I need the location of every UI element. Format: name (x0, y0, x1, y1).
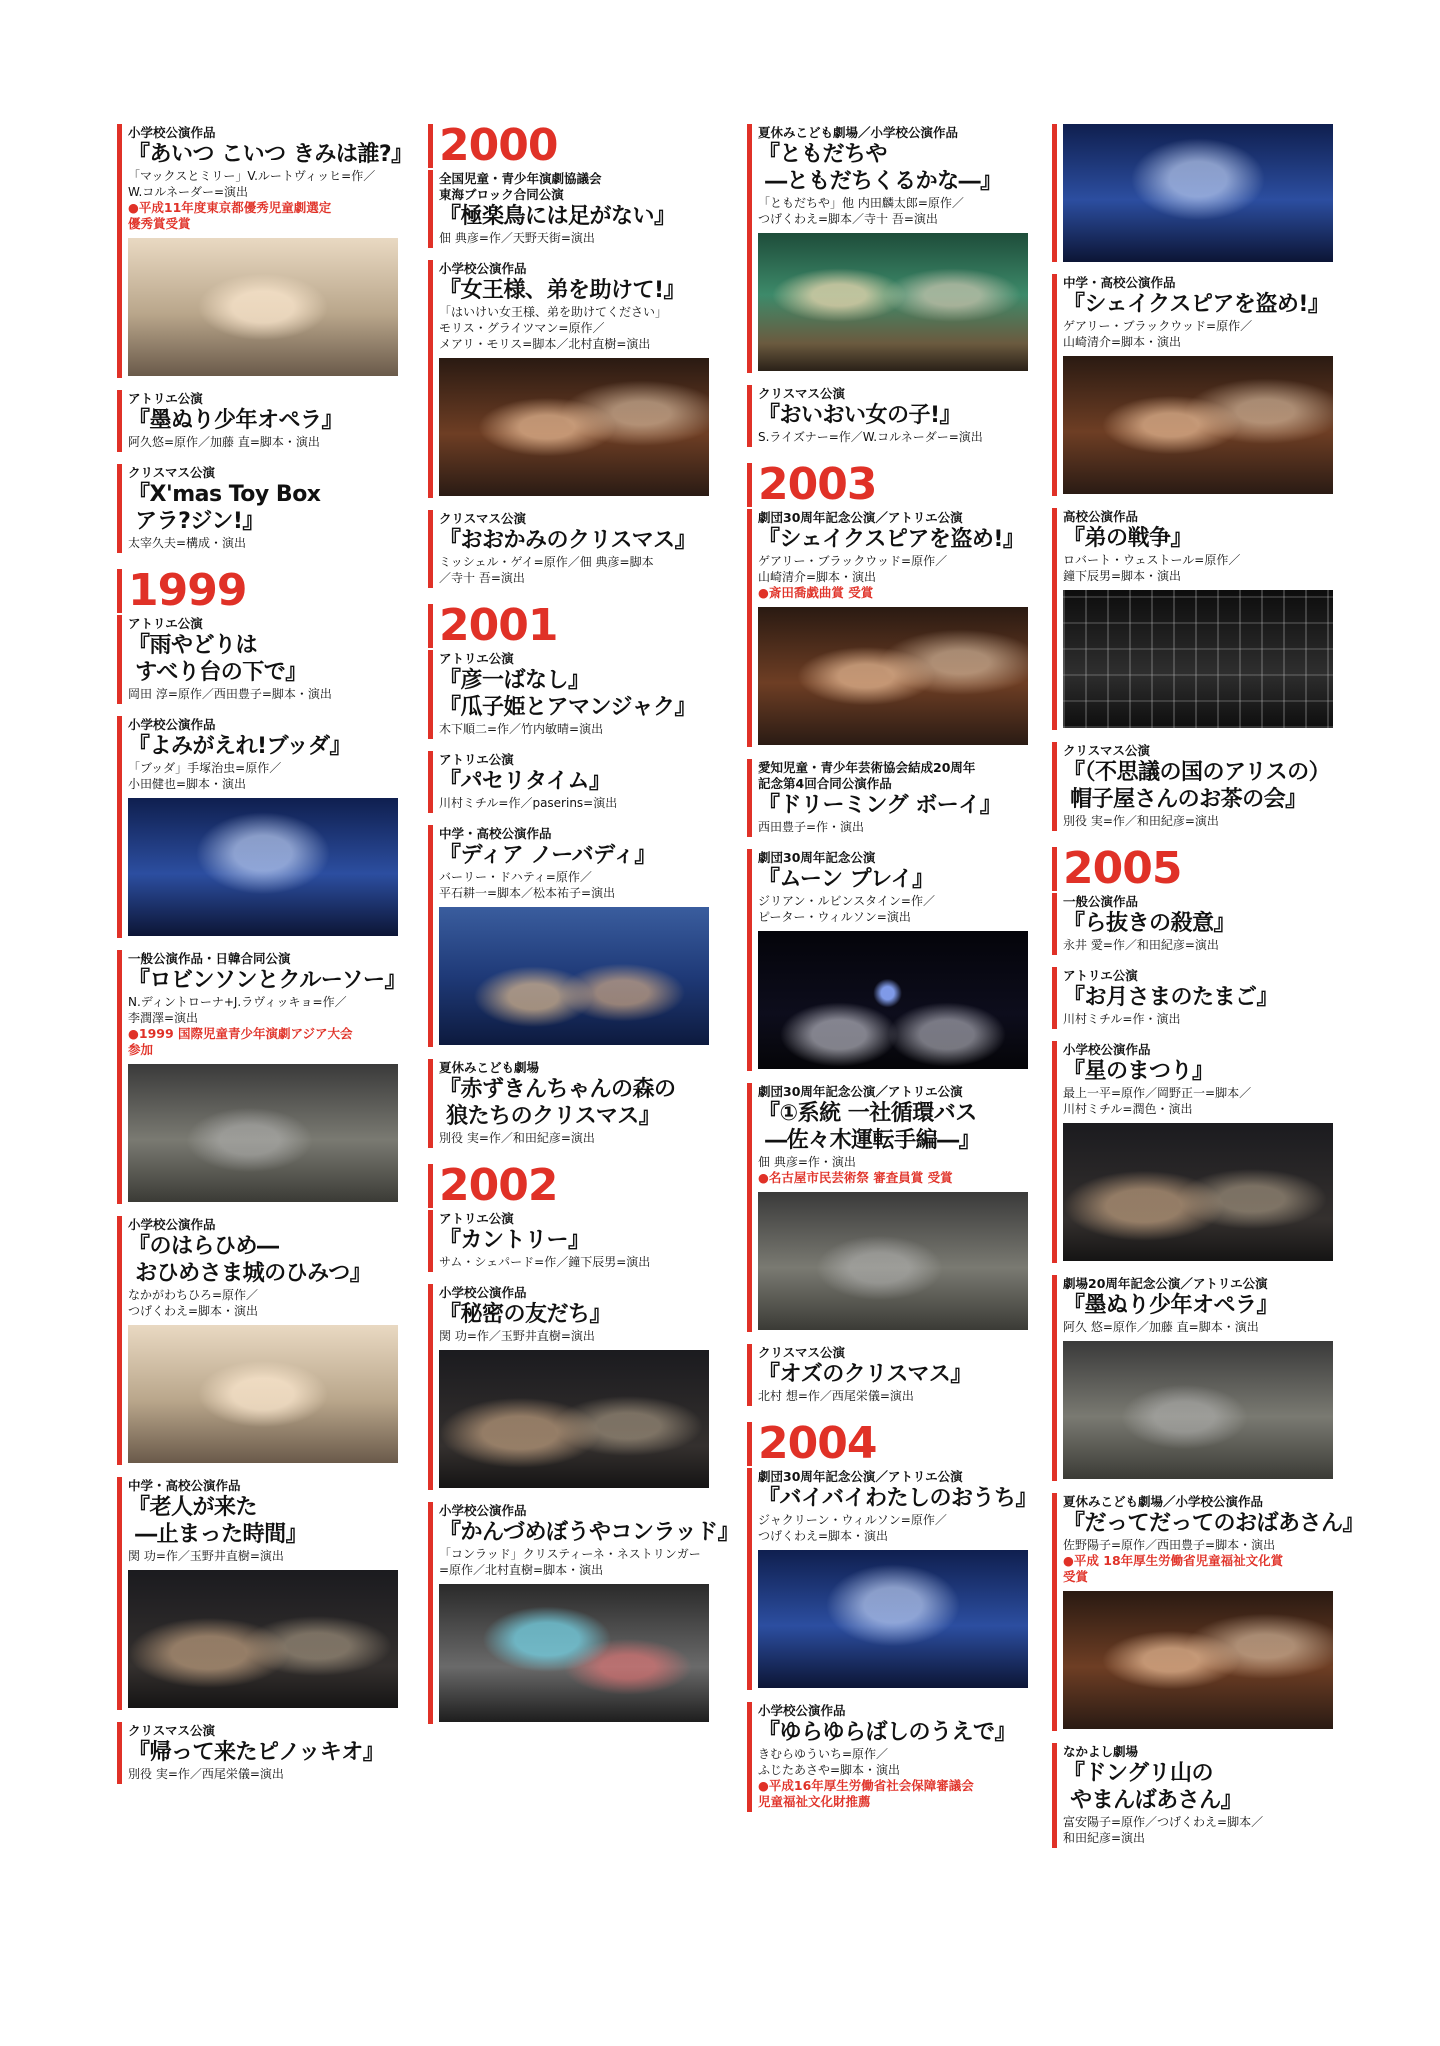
production-photo (1063, 356, 1333, 494)
credit-line: 別役 実=作／西尾栄儀=演出 (128, 1767, 284, 1781)
production-title: 『X'mas Toy Box アラ?ジン!』 (128, 482, 321, 534)
credit-line: なかがわちひろ=原作／ (128, 1288, 259, 1302)
credit-line: 太宰久夫=構成・演出 (128, 536, 247, 550)
credit-line: 李潤澤=演出 (128, 1011, 199, 1025)
production-photo (758, 1192, 1028, 1330)
production-entry (428, 650, 698, 739)
production-title: 『彦一ばなし』 『瓜子姫とアマンジャク』 (439, 668, 697, 720)
production-entry (1052, 1041, 1322, 1263)
credit-line: 関 功=作／玉野井直樹=演出 (128, 1549, 284, 1563)
credit-line: 阿久 悠=原作／加藤 直=脚本・演出 (1063, 1320, 1259, 1334)
award-line: 受賞 (1063, 1569, 1089, 1584)
category-label: クリスマス公演 (128, 1723, 216, 1738)
production-photo (1063, 1123, 1333, 1261)
production-title: 『シェイクスピアを盗め!』 (758, 527, 1025, 552)
production-entry (117, 1722, 387, 1784)
year-heading: 2005 (1052, 847, 1322, 891)
credit-line: 別役 実=作／和田紀彦=演出 (439, 1131, 595, 1145)
credit-line: ふじたあさや=脚本・演出 (758, 1763, 901, 1777)
award-line: ●平成11年度東京都優秀児童劇選定 (128, 200, 332, 215)
credit-line: 永井 愛=作／和田紀彦=演出 (1063, 938, 1219, 952)
credit-line: モリス・グライツマン=原作／ (439, 321, 605, 335)
credit-line: ／寺十 吾=演出 (439, 571, 525, 585)
production-photo (128, 238, 398, 376)
credit-line: 佃 典彦=作・演出 (758, 1155, 856, 1169)
production-entry (1052, 967, 1322, 1029)
production-entry (1052, 274, 1330, 496)
production-entry (117, 950, 406, 1204)
production-entry (747, 385, 1017, 447)
credit-line: 岡田 淳=原作／西田豊子=脚本・演出 (128, 687, 332, 701)
category-label: クリスマス公演 (439, 511, 527, 526)
category-label: 夏休みこども劇場 (439, 1060, 540, 1075)
award-line: ●平成16年厚生労働省社会保障審議会 (758, 1778, 974, 1793)
category-label: 劇団30周年記念公演／アトリエ公演 (758, 510, 963, 525)
production-entry (117, 716, 387, 938)
column-4 (1052, 124, 1365, 1860)
production-title: 『帰って来たピノッキオ』 (128, 1740, 385, 1765)
category-label: クリスマス公演 (1063, 743, 1151, 758)
production-title: 『おおかみのクリスマス』 (439, 528, 697, 553)
award-line: 参加 (128, 1042, 154, 1057)
credit-line: 佐野陽子=原作／西田豊子=脚本・演出 (1063, 1538, 1276, 1552)
production-entry (428, 260, 698, 498)
category-label: 小学校公演作品 (439, 1503, 527, 1518)
year-heading: 2000 (428, 124, 698, 168)
credit-line: 平石耕一=脚本／松本祐子=演出 (439, 886, 616, 900)
year-heading: 2003 (747, 463, 1017, 507)
production-entry (747, 1468, 1038, 1690)
production-entry (747, 1344, 1017, 1406)
production-entry (117, 1216, 387, 1465)
credit-line: サム・シェパード=作／鐘下辰男=演出 (439, 1255, 651, 1269)
award-line: ●斎田喬戯曲賞 受賞 (758, 585, 874, 600)
production-photo (758, 607, 1028, 745)
credit-line: 「はいけい女王様、弟を助けてください」 (439, 305, 668, 319)
credit-line: 川村ミチル=作・演出 (1063, 1012, 1181, 1026)
production-title: 『赤ずきんちゃんの森の 狼たちのクリスマス』 (439, 1077, 676, 1129)
credit-line: 北村 想=作／西尾栄儀=演出 (758, 1389, 914, 1403)
category-label: クリスマス公演 (758, 1345, 846, 1360)
production-photo (1063, 1341, 1333, 1479)
credit-line: 阿久悠=原作／加藤 直=脚本・演出 (128, 435, 320, 449)
production-title: 『秘密の友だち』 (439, 1302, 612, 1327)
category-label: アトリエ公演 (128, 391, 203, 406)
category-label: 中学・高校公演作品 (1063, 275, 1176, 290)
production-title: 『女王様、弟を助けて!』 (439, 278, 686, 303)
category-label: なかよし劇場 (1063, 1744, 1139, 1759)
production-entry (117, 615, 387, 704)
credit-line: 山崎清介=脚本・演出 (1063, 335, 1182, 349)
production-entry (747, 1083, 1017, 1332)
credit-line: 木下順二=作／竹内敏晴=演出 (439, 722, 604, 736)
production-photo (128, 1570, 398, 1708)
category-label: クリスマス公演 (128, 465, 216, 480)
column-3 (747, 124, 1038, 1824)
category-label: 全国児童・青少年演劇協議会 東海ブロック合同公演 (439, 171, 602, 202)
credit-line: ミッシェル・ゲイ=原作／佃 典彦=脚本 (439, 555, 654, 569)
award-line: 児童福祉文化財推薦 (758, 1794, 871, 1809)
credit-line: ジャクリーン・ウィルソン=原作／ (758, 1513, 947, 1527)
column-1 (117, 124, 413, 1796)
production-title: 『あいつ こいつ きみは誰?』 (128, 142, 413, 167)
production-title: 『おいおい女の子!』 (758, 403, 962, 428)
production-entry (1052, 1743, 1322, 1848)
credit-line: つげくわえ=脚本・演出 (128, 1304, 259, 1318)
category-label: 夏休みこども劇場／小学校公演作品 (1063, 1494, 1264, 1509)
production-title: 『墨ぬり少年オペラ』 (128, 408, 344, 433)
category-label: 小学校公演作品 (128, 717, 216, 732)
production-photo (1063, 124, 1333, 262)
credit-line: きむらゆういち=原作／ (758, 1747, 889, 1761)
production-title: 『老人が来た ―止まった時間』 (128, 1495, 308, 1547)
production-entry (428, 170, 698, 248)
production-title: 『ともだちや ―ともだちくるかな―』 (758, 142, 1002, 194)
credit-line: W.コルネーダー=演出 (128, 185, 248, 199)
year-heading: 2002 (428, 1164, 698, 1208)
production-entry (428, 1502, 740, 1724)
credit-line: 川村ミチル=潤色・演出 (1063, 1102, 1193, 1116)
production-title: 『バイバイわたしのおうち』 (758, 1486, 1038, 1511)
category-label: 小学校公演作品 (439, 1285, 527, 1300)
production-photo (439, 358, 709, 496)
production-entry (428, 825, 698, 1047)
category-label: アトリエ公演 (439, 1211, 514, 1226)
production-entry (1052, 1275, 1322, 1481)
credit-line: =原作／北村直樹=脚本・演出 (439, 1563, 604, 1577)
production-photo (1063, 590, 1333, 728)
production-entry (747, 1702, 1017, 1812)
production-entry (428, 510, 698, 588)
category-label: 一般公演作品 (1063, 894, 1139, 909)
category-label: アトリエ公演 (439, 752, 514, 767)
production-title: 『ドリーミング ボーイ』 (758, 793, 1002, 818)
production-entry (117, 464, 387, 553)
production-title: 『（不思議の国のアリスの） 帽子屋さんのお茶の会』 (1063, 760, 1331, 812)
production-title: 『パセリタイム』 (439, 769, 611, 794)
credit-line: 小田健也=脚本・演出 (128, 777, 247, 791)
award-line: ●1999 国際児童青少年演劇アジア大会 (128, 1026, 353, 1041)
production-title: 『墨ぬり少年オペラ』 (1063, 1293, 1279, 1318)
award-line: ●平成 18年厚生労働省児童福祉文化賞 (1063, 1553, 1284, 1568)
production-title: 『極楽鳥には足がない』 (439, 204, 676, 229)
year-heading: 2004 (747, 1422, 1017, 1466)
production-photo (439, 907, 709, 1045)
award-line: 優秀賞受賞 (128, 216, 191, 231)
production-title: 『だってだってのおばあさん』 (1063, 1511, 1365, 1536)
credit-line: 関 功=作／玉野井直樹=演出 (439, 1329, 595, 1343)
production-photo (1063, 1591, 1333, 1729)
credit-line: ピーター・ウィルソン=演出 (758, 910, 911, 924)
production-title: 『よみがえれ!ブッダ』 (128, 734, 351, 759)
category-label: 小学校公演作品 (128, 125, 216, 140)
credit-line: つげくわえ=脚本・演出 (758, 1529, 889, 1543)
production-photo (439, 1350, 709, 1488)
credit-line: 和田紀彦=演出 (1063, 1831, 1146, 1845)
credit-line: 西田豊子=作・演出 (758, 820, 865, 834)
category-label: 小学校公演作品 (758, 1703, 846, 1718)
category-label: アトリエ公演 (128, 616, 203, 631)
photo-entry (1052, 124, 1322, 262)
credit-line: 山崎清介=脚本・演出 (758, 570, 877, 584)
production-photo (439, 1584, 709, 1722)
category-label: 小学校公演作品 (439, 261, 527, 276)
category-label: 愛知児童・青少年芸術協会結成20周年 記念第4回合同公演作品 (758, 760, 976, 791)
production-title: 『オズのクリスマス』 (758, 1362, 972, 1387)
category-label: クリスマス公演 (758, 386, 846, 401)
credit-line: 川村ミチル=作／paserins=演出 (439, 796, 618, 810)
credit-line: 「マックスとミリー」V.ルートヴィッヒ=作／ (128, 169, 376, 183)
production-entry (747, 124, 1017, 373)
production-photo (128, 798, 398, 936)
credit-line: 最上一平=原作／岡野正一=脚本／ (1063, 1086, 1252, 1100)
production-entry (1052, 742, 1331, 831)
year-heading: 1999 (117, 569, 387, 613)
credit-line: 富安陽子=原作／つげくわえ=脚本／ (1063, 1815, 1264, 1829)
production-title: 『カントリー』 (439, 1228, 590, 1253)
production-title: 『かんづめぼうやコンラッド』 (439, 1520, 740, 1545)
credit-line: 「ともだちや」他 内田麟太郎=原作／ (758, 196, 964, 210)
production-entry (428, 1059, 698, 1148)
production-photo (758, 1550, 1028, 1688)
credit-line: ゲアリー・ブラックウッド=原作／ (1063, 319, 1253, 333)
category-label: 一般公演作品・日韓合同公演 (128, 951, 291, 966)
production-entry (428, 751, 698, 813)
award-line: ●名古屋市民芸術祭 審査員賞 受賞 (758, 1170, 953, 1185)
production-photo (758, 233, 1028, 371)
production-title: 『ら抜きの殺意』 (1063, 911, 1236, 936)
category-label: 劇場20周年記念公演／アトリエ公演 (1063, 1276, 1268, 1291)
credit-line: ロバート・ウェストール=原作／ (1063, 553, 1241, 567)
production-entry (428, 1210, 698, 1272)
production-entry (117, 1477, 387, 1710)
production-entry (1052, 893, 1322, 955)
production-title: 『ロビンソンとクルーソー』 (128, 968, 406, 993)
production-entry (428, 1284, 698, 1490)
production-title: 『星のまつり』 (1063, 1059, 1214, 1084)
production-title: 『ドングリ山の やまんばあさん』 (1063, 1761, 1243, 1813)
credit-line: ジリアン・ルビンスタイン=作／ (758, 894, 935, 908)
category-label: 中学・高校公演作品 (128, 1478, 241, 1493)
production-entry (1052, 1493, 1365, 1731)
production-entry (117, 390, 387, 452)
credit-line: 別役 実=作／和田紀彦=演出 (1063, 814, 1219, 828)
credit-line: 「ブッダ」手塚治虫=原作／ (128, 761, 282, 775)
production-photo (128, 1325, 398, 1463)
category-label: アトリエ公演 (439, 651, 514, 666)
category-label: アトリエ公演 (1063, 968, 1138, 983)
production-title: 『お月さまのたまご』 (1063, 985, 1279, 1010)
production-entry (747, 759, 1017, 837)
category-label: 劇団30周年記念公演／アトリエ公演 (758, 1084, 963, 1099)
production-photo (758, 931, 1028, 1069)
column-2 (428, 120, 740, 1736)
category-label: 劇団30周年記念公演 (758, 850, 876, 865)
credit-line: ゲアリー・ブラックウッド=原作／ (758, 554, 948, 568)
category-label: 夏休みこども劇場／小学校公演作品 (758, 125, 959, 140)
production-title: 『ディア ノーバディ』 (439, 843, 656, 868)
production-title: 『のはらひめ― おひめさま城のひみつ』 (128, 1234, 372, 1286)
year-heading: 2001 (428, 604, 698, 648)
credit-line: 鐘下辰男=脚本・演出 (1063, 569, 1182, 583)
production-entry (1052, 508, 1322, 730)
credit-line: 佃 典彦=作／天野天街=演出 (439, 231, 595, 245)
production-entry (117, 124, 413, 378)
production-photo (128, 1064, 398, 1202)
production-title: 『ムーン プレイ』 (758, 867, 934, 892)
production-entry (747, 849, 1017, 1071)
production-title: 『①系統 一社循環バス ―佐々木運転手編―』 (758, 1101, 981, 1153)
category-label: 小学校公演作品 (128, 1217, 216, 1232)
production-title: 『シェイクスピアを盗め!』 (1063, 292, 1330, 317)
production-entry (747, 509, 1025, 747)
production-title: 『雨やどりは すべり台の下で』 (128, 633, 307, 685)
credit-line: つげくわえ=脚本／寺十 吾=演出 (758, 212, 938, 226)
category-label: 高校公演作品 (1063, 509, 1139, 524)
credit-line: 「コンラッド」クリスティーネ・ネストリンガー (439, 1547, 701, 1561)
credit-line: S.ライズナー=作／W.コルネーダー=演出 (758, 430, 983, 444)
category-label: 劇団30周年記念公演／アトリエ公演 (758, 1469, 963, 1484)
production-title: 『弟の戦争』 (1063, 526, 1193, 551)
category-label: 中学・高校公演作品 (439, 826, 552, 841)
category-label: 小学校公演作品 (1063, 1042, 1151, 1057)
credit-line: N.ディントローナ+J.ラヴィッキョ=作／ (128, 995, 347, 1009)
production-title: 『ゆらゆらばしのうえで』 (758, 1720, 1017, 1745)
credit-line: メアリ・モリス=脚本／北村直樹=演出 (439, 337, 651, 351)
credit-line: バーリー・ドハティ=原作／ (439, 870, 592, 884)
